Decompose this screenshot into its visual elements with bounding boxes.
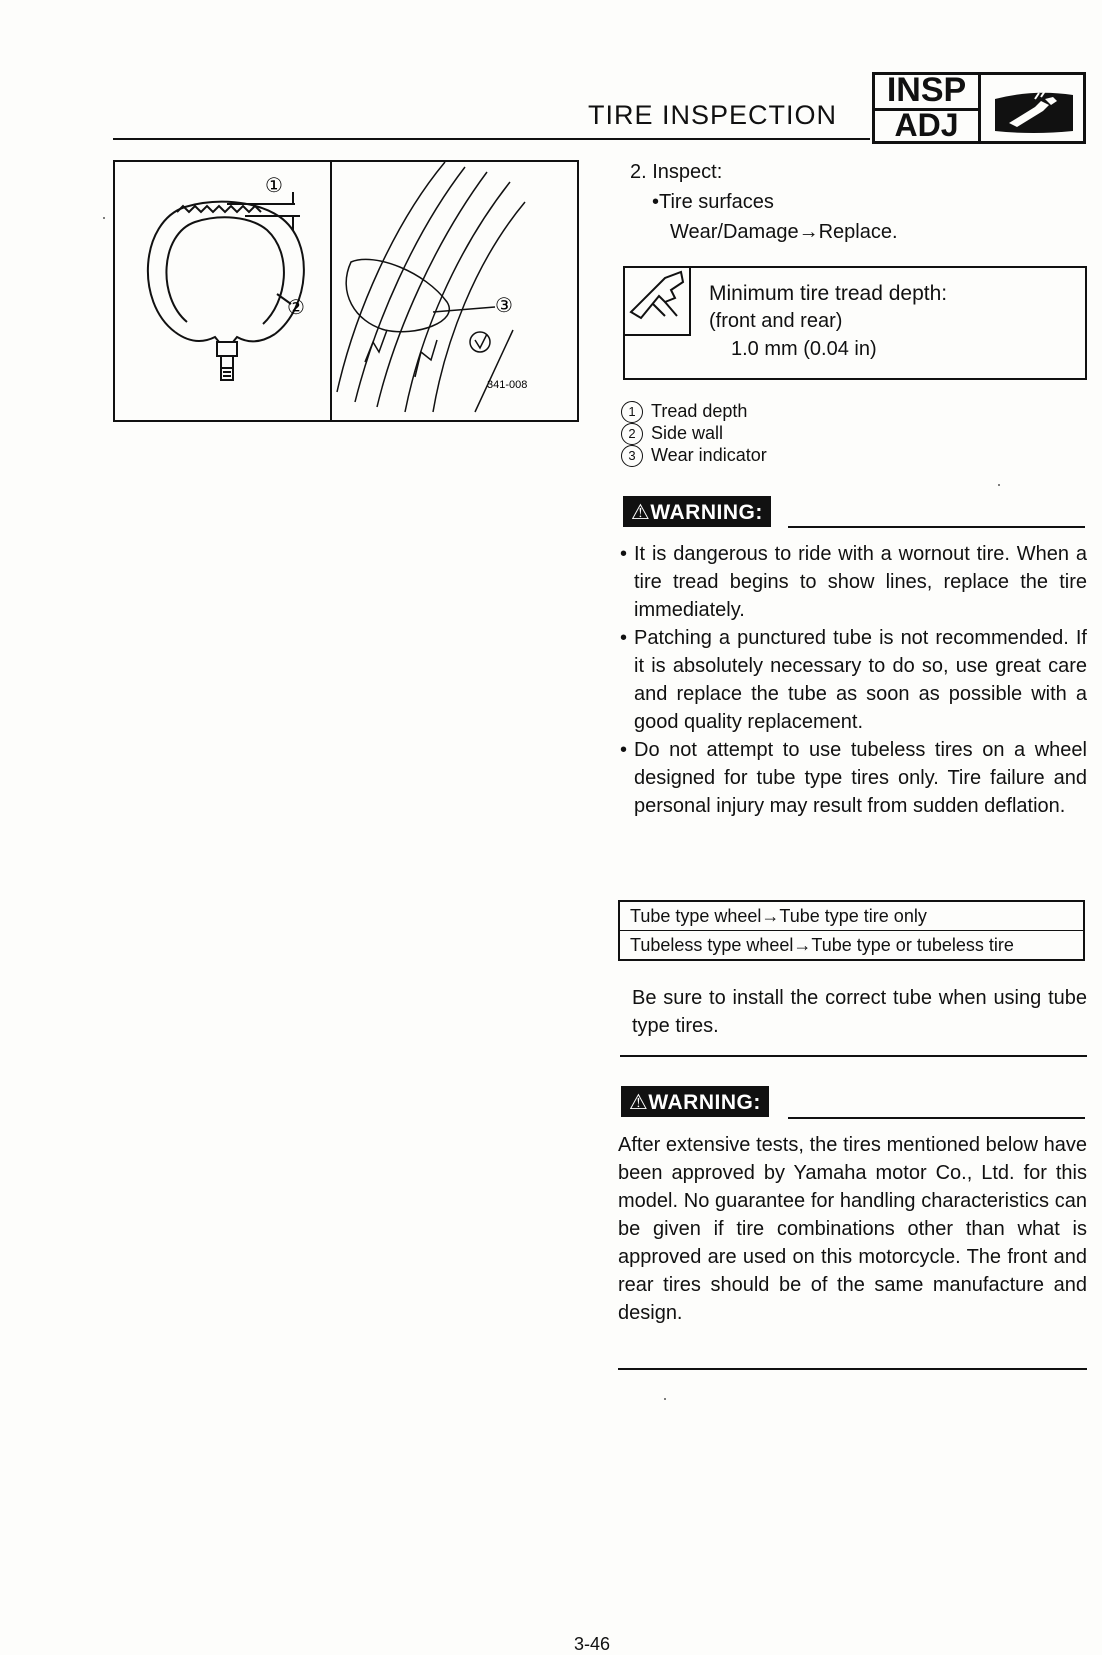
page-number: 3-46	[574, 1634, 611, 1654]
header-rule	[113, 138, 870, 140]
legend-label: Tread depth	[651, 401, 748, 421]
warning-badge: ⚠WARNING:	[621, 1086, 769, 1117]
section-rule	[620, 1055, 1087, 1057]
warning-rule	[788, 1117, 1085, 1119]
badge-insp: INSP	[886, 71, 967, 109]
bullet-dot: •	[620, 543, 628, 565]
warning-bullet-text: Patching a punctured tube is not recommended. If it is absolutely necessary to do so, use great care and replace the tube as soon as possible with a good quality replacement.	[634, 627, 1087, 733]
callout-2: ②	[287, 295, 305, 319]
warning-bullet-text: Do not attempt to use tubeless tires on a wheel designed for tube type tires only. Tire failure and personal injury may result from sudden deflation.	[634, 739, 1087, 817]
spec-subtitle: (front and rear)	[709, 310, 843, 332]
legend-label: Wear indicator	[651, 445, 767, 465]
warning-bullet-text: It is dangerous to ride with a wornout tire. When a tire tread begins to show lines, replace the tire immediately.	[634, 543, 1087, 621]
spec-icon-cell	[625, 268, 691, 336]
legend-item	[621, 444, 767, 467]
tread-surface	[337, 162, 528, 412]
tire-figure	[113, 160, 579, 422]
badge-adj: ADJ	[894, 107, 959, 143]
scan-speck	[998, 484, 1000, 486]
spec-value: 1.0 mm (0.04 in)	[731, 338, 877, 360]
caliper-icon	[625, 268, 689, 334]
warning-bullets	[620, 540, 1087, 820]
tire-cross-section	[148, 192, 304, 380]
callout-3: ③	[495, 293, 513, 317]
inspect-result: Wear/Damage→Replace.	[670, 221, 898, 243]
warning-bullet	[620, 540, 1087, 624]
warning-rule	[788, 526, 1085, 528]
section-badge	[872, 72, 1086, 144]
inspect-step: 2. Inspect:	[630, 161, 723, 183]
legend-item	[621, 400, 747, 423]
legend-number: 1	[621, 401, 643, 423]
legend-number: 2	[621, 423, 643, 445]
badge-divider	[978, 75, 981, 141]
inspect-item: •Tire surfaces	[652, 191, 774, 213]
approval-warning: After extensive tests, the tires mentioned below have been approved by Yamaha motor Co., Ltd. for this model. No guarantee for handling characteristics can be given if tire combinations other than what is approved are used on this motorcycle. The front and rear tires should be of the same manufacture and design.	[618, 1134, 1087, 1324]
page-title: TIRE INSPECTION	[588, 100, 838, 130]
warning-badge: ⚠WARNING:	[623, 496, 771, 527]
tire-illustration	[115, 162, 577, 420]
bullet-dot: •	[620, 739, 628, 761]
warning-bullet	[620, 736, 1087, 820]
spec-box	[623, 266, 1087, 380]
legend-number: 3	[621, 445, 643, 467]
table-row: Tubeless type wheel→Tube type or tubeless tire	[620, 930, 1083, 959]
section-rule	[618, 1368, 1087, 1370]
scan-speck	[664, 1398, 666, 1400]
wrench-icon	[987, 85, 1079, 135]
figure-code: 341-008	[487, 379, 528, 391]
tire-compat-table	[618, 900, 1085, 961]
tube-note: Be sure to install the correct tube when using tube type tires.	[632, 987, 1087, 1037]
scan-speck	[103, 217, 105, 219]
table-row: Tube type wheel→Tube type tire only	[630, 906, 927, 926]
spec-title: Minimum tire tread depth:	[709, 282, 948, 305]
legend-label: Side wall	[651, 423, 724, 443]
bullet-dot: •	[620, 627, 628, 649]
callout-1: ①	[265, 173, 283, 197]
warning-bullet	[620, 624, 1087, 736]
legend-item	[621, 422, 723, 445]
